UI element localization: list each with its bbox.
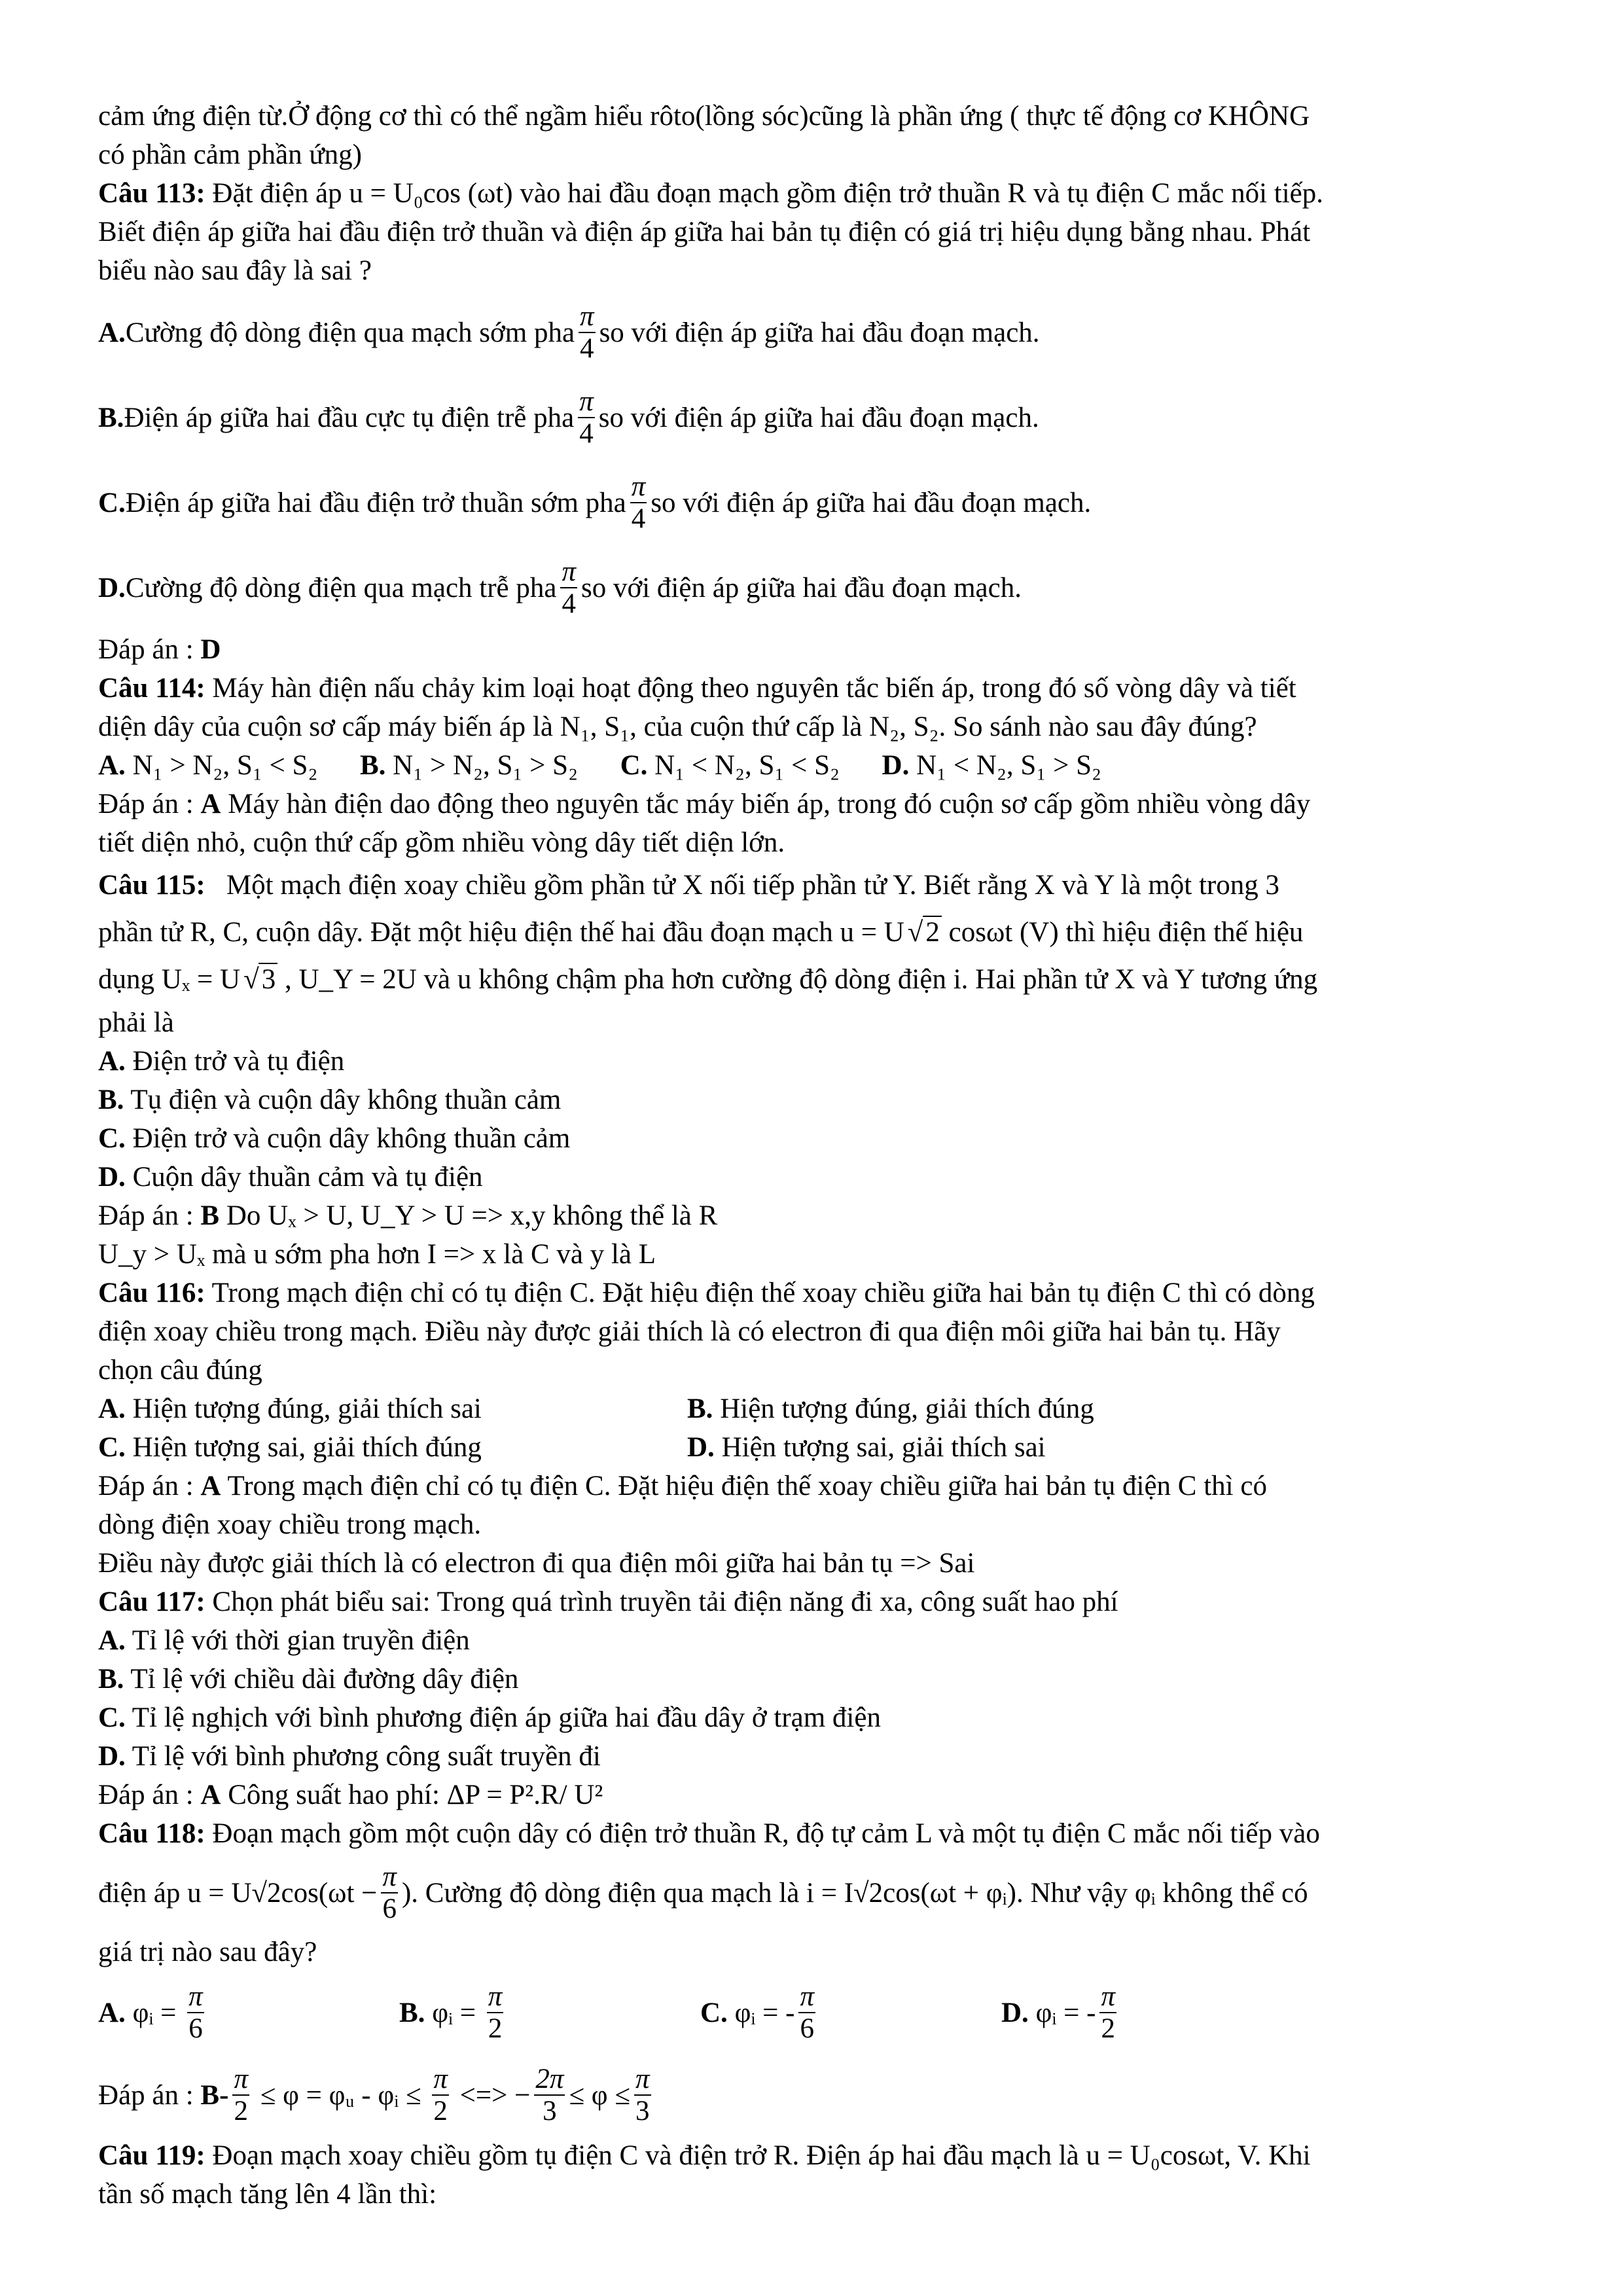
q114-line-2: diện dây của cuộn sơ cấp máy biến áp là N₁, S₁, của cuộn thứ cấp là N₂, S₂. So sánh nào sau đây đúng? xyxy=(98,711,1257,742)
frac-num: π xyxy=(631,471,646,502)
option-text-post: so với điện áp giữa hai đầu đoạn mạch. xyxy=(581,572,1022,603)
frac-den: 4 xyxy=(580,333,594,364)
q115-option-a xyxy=(98,1042,1538,1081)
frac-num: π xyxy=(579,386,594,417)
option-key: B. xyxy=(98,1664,124,1695)
q115-text-post: cosωt (V) thì hiệu điện thế hiệu xyxy=(941,917,1304,948)
option-text: Hiện tượng đúng, giải thích sai xyxy=(125,1393,482,1424)
q114-answer xyxy=(98,785,1538,823)
q116-option-b xyxy=(687,1390,1276,1428)
q118-line-1 xyxy=(98,1814,1538,1853)
q113-line-3: biểu nào sau đây là sai ? xyxy=(98,255,372,286)
fraction xyxy=(534,2064,565,2127)
q119-line-1 xyxy=(98,2136,1538,2175)
answer-explain: Trong mạch điện chỉ có tụ điện C. Đặt hiệu điện thế xoay chiều giữa hai bản tụ điện C thì có xyxy=(221,1471,1267,1501)
q117-option-a xyxy=(98,1621,1538,1660)
frac-num: π xyxy=(580,300,594,332)
option-text: Điện áp giữa hai đầu cực tụ điện trễ pha xyxy=(124,402,575,433)
option-text: Hiện tượng sai, giải thích sai xyxy=(714,1432,1046,1463)
q113-option-c xyxy=(98,460,1538,545)
q115-line-2 xyxy=(98,909,1538,956)
q118-line-2 xyxy=(98,1853,1538,1933)
q118-options xyxy=(98,1971,1538,2054)
fraction xyxy=(232,2064,249,2127)
intro-line-1: cảm ứng điện từ.Ở động cơ thì có thể ngầm hiểu rôto(lồng sóc)cũng là phần ứng ( thực tế động cơ KHÔNG xyxy=(98,101,1310,132)
fraction xyxy=(487,1981,504,2045)
option-text: φᵢ = - xyxy=(727,1997,795,2028)
document-page xyxy=(98,97,1538,2214)
fraction xyxy=(381,1861,398,1925)
q113-option-b xyxy=(98,375,1538,460)
frac-num: π xyxy=(382,1861,397,1892)
option-key: A. xyxy=(98,1997,126,2028)
q116-option-d xyxy=(687,1428,1276,1467)
q113-text: Đặt điện áp u = U₀cos (ωt) vào hai đầu đoạn mạch gồm điện trở thuần R và tụ điện C mắc nối tiếp. xyxy=(205,178,1324,209)
q115-line-3 xyxy=(98,956,1538,1003)
option-text: Hiện tượng sai, giải thích đúng xyxy=(125,1432,482,1463)
q116-options-row-1 xyxy=(98,1390,1538,1428)
frac-num: π xyxy=(188,1981,203,2012)
q114-explain-2: tiết diện nhỏ, cuộn thứ cấp gồm nhiều vòng dây tiết diện lớn. xyxy=(98,827,785,858)
q116-line-3: chọn câu đúng xyxy=(98,1355,262,1386)
q118-line-3: giá trị nào sau đây? xyxy=(98,1937,317,1967)
option-text: N₁ < N₂, S₁ < S₂ xyxy=(647,750,840,781)
q115-option-d xyxy=(98,1158,1538,1196)
frac-den: 4 xyxy=(631,503,646,534)
option-text-post: so với điện áp giữa hai đầu đoạn mạch. xyxy=(598,402,1039,433)
option-key: D. xyxy=(98,572,126,603)
fraction xyxy=(798,1981,815,2045)
option-text: Hiện tượng đúng, giải thích đúng xyxy=(713,1393,1094,1424)
q118-label: Câu 118: xyxy=(98,1818,205,1849)
q116-line-1 xyxy=(98,1274,1538,1312)
option-text: φᵢ = - xyxy=(1028,1997,1096,2028)
answer-key: B xyxy=(200,1200,220,1231)
option-key: B. xyxy=(359,750,386,781)
option-key: B. xyxy=(98,1085,124,1115)
answer-key: A xyxy=(200,1780,221,1810)
answer-explain: Công suất hao phí: ΔP = P².R/ U² xyxy=(221,1780,603,1810)
option-text: Tụ điện và cuộn dây không thuần cảm xyxy=(124,1085,562,1115)
q116-text: Trong mạch điện chỉ có tụ điện C. Đặt hiệu điện thế xoay chiều giữa hai bản tụ điện C thì có dòng xyxy=(205,1278,1315,1308)
q117-option-b xyxy=(98,1660,1538,1698)
fraction xyxy=(630,471,647,535)
q115-text: Một mạch điện xoay chiều gồm phần tử X nối tiếp phần tử Y. Biết rằng X và Y là một trong 3 xyxy=(205,870,1279,901)
option-text: Tỉ lệ với chiều dài đường dây điện xyxy=(124,1664,519,1695)
frac-den: 4 xyxy=(562,588,576,619)
answer-label: Đáp án : xyxy=(98,634,201,665)
q115-text-post: , U_Y = 2U và u không chậm pha hơn cường độ dòng điện i. Hai phần tử X và Y tương ứng xyxy=(277,964,1318,995)
option-key: C. xyxy=(98,1123,126,1154)
q116-option-a xyxy=(98,1390,687,1428)
option-text-post: so với điện áp giữa hai đầu đoạn mạch. xyxy=(651,487,1092,518)
frac-den: 2 xyxy=(433,2096,448,2126)
fraction xyxy=(187,1981,204,2045)
q116-explain-2: dòng điện xoay chiều trong mạch. xyxy=(98,1509,482,1540)
q117-line-1 xyxy=(98,1583,1538,1621)
answer-key: A xyxy=(200,789,221,819)
q118-option-b xyxy=(399,1981,700,2045)
q115-text: phần tử R, C, cuộn dây. Đặt một hiệu điện thế hai đầu đoạn mạch u = U xyxy=(98,917,904,948)
q115-answer xyxy=(98,1196,1538,1235)
option-text: N₁ < N₂, S₁ > S₂ xyxy=(909,750,1101,781)
sqrt xyxy=(240,956,277,1003)
q119-text: Đoạn mạch xoay chiều gồm tụ điện C và điện trở R. Điện áp hai đầu mạch là u = U₀cosωt, V. Khi xyxy=(205,2140,1311,2171)
frac-num: π xyxy=(800,1981,815,2012)
q118-text-post: ). Cường độ dòng điện qua mạch là i = I√2cos(ωt + φᵢ). Như vậy φᵢ không thể có xyxy=(401,1877,1308,1909)
q116-line-2: điện xoay chiều trong mạch. Điều này được giải thích là có electron đi qua điện môi giữa hai bản tụ. Hãy xyxy=(98,1316,1281,1347)
option-text: Cuộn dây thuần cảm và tụ điện xyxy=(125,1162,483,1193)
q116-option-c xyxy=(98,1428,687,1467)
q116-answer xyxy=(98,1467,1538,1505)
option-text: N₁ > N₂, S₁ < S₂ xyxy=(125,750,318,781)
fraction xyxy=(1099,1981,1116,2045)
frac-num: 2π xyxy=(535,2063,564,2094)
option-text: φᵢ = xyxy=(125,1997,184,2028)
option-key: D. xyxy=(98,1162,126,1193)
option-text-post: so với điện áp giữa hai đầu đoạn mạch. xyxy=(599,317,1040,348)
q117-label: Câu 117: xyxy=(98,1587,205,1617)
answer-text: <=> − xyxy=(452,2079,531,2111)
answer-text: ≤ φ = φᵤ - φᵢ ≤ xyxy=(253,2079,429,2111)
answer-label: Đáp án : xyxy=(98,1200,201,1231)
q115-text: dụng Uₓ = U xyxy=(98,964,241,995)
option-key: B. xyxy=(687,1393,713,1424)
option-text: Cường độ dòng điện qua mạch trễ pha xyxy=(125,572,557,603)
fraction xyxy=(560,556,577,620)
option-key: A. xyxy=(98,1046,126,1077)
frac-den: 2 xyxy=(488,2013,503,2044)
sqrt-value: √ 2 xyxy=(923,916,942,948)
fraction xyxy=(578,386,595,450)
answer-text: ≤ φ ≤ xyxy=(569,2079,630,2111)
q115-option-c xyxy=(98,1119,1538,1158)
answer-label: Đáp án : xyxy=(98,1780,201,1810)
q115-line-1 xyxy=(98,862,1538,909)
q117-answer xyxy=(98,1776,1538,1814)
q115-label: Câu 115: xyxy=(98,870,205,901)
option-text: Điện áp giữa hai đầu điện trở thuần sớm pha xyxy=(125,487,626,518)
option-text: Điện trở và tụ điện xyxy=(125,1046,345,1077)
q114-text: Máy hàn điện nấu chảy kim loại hoạt động theo nguyên tắc biến áp, trong đó số vòng dây và tiết xyxy=(205,673,1296,704)
q113-label: Câu 113: xyxy=(98,178,205,209)
option-text: N₁ > N₂, S₁ > S₂ xyxy=(385,750,579,781)
frac-num: π xyxy=(635,2063,650,2094)
q116-label: Câu 116: xyxy=(98,1278,205,1308)
q113-option-d xyxy=(98,545,1538,630)
option-key: A. xyxy=(98,750,126,781)
q113-line-2: Biết điện áp giữa hai đầu điện trở thuần và điện áp giữa hai bản tụ điện có giá trị hiệu dụng bằng nhau. Phát xyxy=(98,217,1311,247)
q119-label: Câu 119: xyxy=(98,2140,205,2171)
option-key: C. xyxy=(98,1432,126,1463)
q113-option-a xyxy=(98,290,1538,375)
answer-sign: - xyxy=(219,2079,229,2111)
frac-num: π xyxy=(488,1981,503,2012)
answer-key: B xyxy=(200,2079,220,2111)
fraction xyxy=(432,2064,449,2127)
q118-option-c xyxy=(700,1981,1001,2045)
q114-options xyxy=(98,746,1538,785)
answer-key: A xyxy=(200,1471,221,1501)
frac-den: 2 xyxy=(234,2096,248,2126)
option-key: A. xyxy=(98,1393,126,1424)
option-key: C. xyxy=(700,1997,728,2028)
fraction xyxy=(634,2064,651,2127)
frac-num: π xyxy=(1101,1981,1116,2012)
q113-answer xyxy=(98,630,1538,669)
q114-line-1 xyxy=(98,669,1538,708)
answer-explain: Do Uₓ > U, U_Y > U => x,y không thể là R xyxy=(219,1200,718,1231)
fraction xyxy=(579,301,596,365)
sqrt-value: √ 3 xyxy=(259,963,277,995)
option-text: Tỉ lệ nghịch với bình phương điện áp giữa hai đầu dây ở trạm điện xyxy=(125,1702,881,1733)
q115-explain-2: U_y > Uₓ mà u sớm pha hơn I => x là C và y là L xyxy=(98,1239,656,1270)
answer-label: Đáp án : xyxy=(98,1471,201,1501)
q118-text: Đoạn mạch gồm một cuộn dây có điện trở thuần R, độ tự cảm L và một tụ điện C mắc nối tiếp vào xyxy=(205,1818,1320,1849)
q116-explain-3: Điều này được giải thích là có electron đi qua điện môi giữa hai bản tụ => Sai xyxy=(98,1548,975,1579)
frac-num: π xyxy=(562,556,577,587)
option-text: Cường độ dòng điện qua mạch sớm pha xyxy=(125,317,575,348)
option-key: C. xyxy=(98,1702,126,1733)
q117-text: Chọn phát biểu sai: Trong quá trình truyền tải điện năng đi xa, công suất hao phí xyxy=(205,1587,1118,1617)
sqrt xyxy=(904,909,942,956)
frac-den: 2 xyxy=(1101,2013,1115,2044)
frac-den: 6 xyxy=(188,2013,203,2044)
q119-line-2: tần số mạch tăng lên 4 lần thì: xyxy=(98,2179,437,2210)
frac-num: π xyxy=(234,2063,248,2094)
q118-answer xyxy=(98,2054,1538,2136)
q118-text: điện áp u = U√2cos(ωt − xyxy=(98,1877,378,1909)
option-key: D. xyxy=(1001,1997,1029,2028)
option-key: D. xyxy=(98,1741,126,1772)
option-key: B. xyxy=(399,1997,425,2028)
frac-den: 3 xyxy=(635,2096,650,2126)
q114-label: Câu 114: xyxy=(98,673,205,704)
frac-den: 6 xyxy=(382,1893,397,1924)
option-key: C. xyxy=(98,487,126,518)
q117-option-d xyxy=(98,1737,1538,1776)
option-key: D. xyxy=(882,750,910,781)
q116-options-row-2 xyxy=(98,1428,1538,1467)
q113-line-1 xyxy=(98,174,1538,213)
option-key: D. xyxy=(687,1432,715,1463)
answer-key: D xyxy=(200,634,221,665)
frac-den: 4 xyxy=(579,418,594,449)
q118-option-a xyxy=(98,1981,399,2045)
q115-option-b xyxy=(98,1081,1538,1119)
option-text: Tỉ lệ với thời gian truyền điện xyxy=(125,1625,470,1656)
q117-option-c xyxy=(98,1698,1538,1737)
option-text: Tỉ lệ với bình phương công suất truyền đi xyxy=(125,1741,601,1772)
q115-line-4: phải là xyxy=(98,1007,174,1038)
option-key: B. xyxy=(98,402,124,433)
option-text: Điện trở và cuộn dây không thuần cảm xyxy=(125,1123,571,1154)
frac-num: π xyxy=(433,2063,448,2094)
option-text: φᵢ = xyxy=(425,1997,483,2028)
frac-den: 3 xyxy=(543,2096,557,2126)
intro-line-2: có phần cảm phần ứng) xyxy=(98,139,362,170)
option-key: A. xyxy=(98,317,126,348)
answer-explain: Máy hàn điện dao động theo nguyên tắc máy biến áp, trong đó cuộn sơ cấp gồm nhiều vòng dây xyxy=(221,789,1311,819)
option-key: C. xyxy=(620,750,648,781)
answer-label: Đáp án : xyxy=(98,2079,201,2111)
q118-option-d xyxy=(1001,1981,1302,2045)
answer-label: Đáp án : xyxy=(98,789,201,819)
frac-den: 6 xyxy=(800,2013,814,2044)
option-key: A. xyxy=(98,1625,126,1656)
